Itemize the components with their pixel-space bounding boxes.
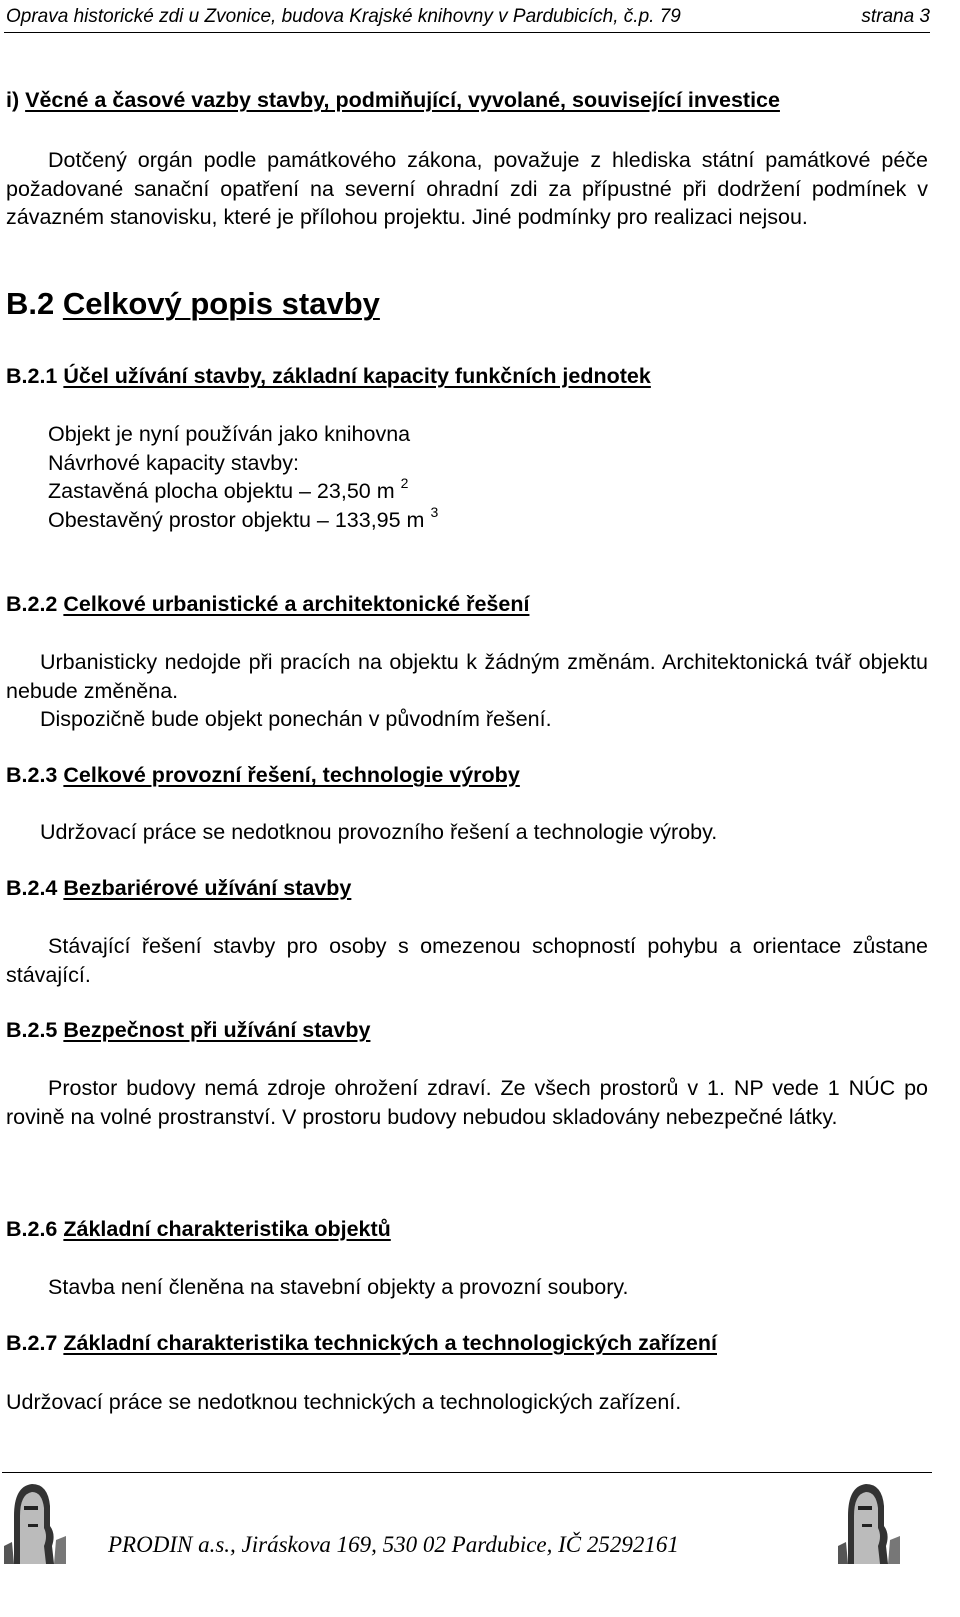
b21-heading [6,364,651,389]
b21-line3 [48,477,928,506]
section-i-text: Dotčený orgán podle památkového zákona, považuje z hlediska státní památkové péče požadované sanační opatření na severní ohradní zdi za přípustné při dodržení podmínek v závazném stanovisku, které je přílohou projektu. Jiné podmínky pro realizaci nejsou. [6,148,928,229]
moai-logo-icon [4,1476,66,1564]
b22-number: B.2.2 [6,592,64,616]
b22-text1: Urbanisticky nedojde při pracích na objektu k žádným změnám. Architektonická tvář objektu nebude změněna. [6,650,928,703]
page-number: strana 3 [861,6,930,27]
b24-heading [6,876,351,901]
b24-number: B.2.4 [6,876,64,900]
b23-title: Celkové provozní řešení, technologie výroby [63,763,520,787]
b24-title: Bezbariérové užívání stavby [63,876,352,900]
moai-logo-right-icon [838,1476,900,1564]
b21-body [48,420,928,534]
b21-line4-sup: 3 [430,503,439,520]
b26-number: B.2.6 [6,1217,64,1241]
b21-line3-text: Zastavěná plocha objektu – 23,50 m [48,479,395,503]
b26-title: Základní charakteristika objektů [63,1217,391,1241]
b25-number: B.2.5 [6,1018,64,1042]
section-b2-heading [6,286,380,322]
b26-text: Stavba není členěna na stavební objekty a provozní soubory. [48,1275,629,1299]
b22-title: Celkové urbanistické a architektonické řešení [63,592,530,616]
b21-number: B.2.1 [6,364,64,388]
section-i-heading [6,88,780,113]
b21-line4 [48,503,928,535]
footer-company-info: PRODIN a.s., Jiráskova 169, 530 02 Pardubice, IČ 25292161 [108,1532,679,1557]
b21-line4-text: Obestavěný prostor objektu – 133,95 m [48,507,425,532]
b23-heading [6,763,520,788]
b24-text: Stávající řešení stavby pro osoby s omezenou schopností pohybu a orientace zůstane stávající. [6,934,928,987]
b21-line2: Návrhové kapacity stavby: [48,450,299,475]
b23-text: Udržovací práce se nedotknou provozního řešení a technologie výroby. [40,820,718,844]
b27-title: Základní charakteristika technických a technologických zařízení [63,1331,717,1355]
b21-title: Účel užívání stavby, základní kapacity funkčních jednotek [63,364,651,388]
footer-divider [2,1472,932,1473]
b25-text: Prostor budovy nemá zdroje ohrožení zdraví. Ze všech prostorů v 1. NP vede 1 NÚC po rovině na volné prostranství. V prostoru budovy nebudou skladovány nebezpečné látky. [6,1076,928,1129]
b21-line3-sup: 2 [400,475,409,491]
b27-heading [6,1331,717,1356]
b21-line1: Objekt je nyní používán jako knihovna [48,422,411,446]
b27-text: Udržovací práce se nedotknou technických a technologických zařízení. [6,1390,682,1414]
b27-number: B.2.7 [6,1331,64,1355]
section-b2-number: B.2 [6,286,63,321]
b26-heading [6,1217,391,1242]
b23-number: B.2.3 [6,763,64,787]
section-i-title: Věcné a časové vazby stavby, podmiňující, vyvolané, související investice [25,88,780,112]
section-i-prefix: i) [6,88,26,112]
b25-heading [6,1018,370,1043]
document-title: Oprava historické zdi u Zvonice, budova Krajské knihovny v Pardubicích, č.p. 79 [6,6,681,27]
b25-title: Bezpečnost při užívání stavby [63,1018,371,1042]
page-header [4,4,930,33]
b22-heading [6,592,529,617]
section-b2-title: Celkový popis stavby [62,286,380,321]
b22-text2: Dispozičně bude objekt ponechán v původním řešení. [40,707,552,731]
